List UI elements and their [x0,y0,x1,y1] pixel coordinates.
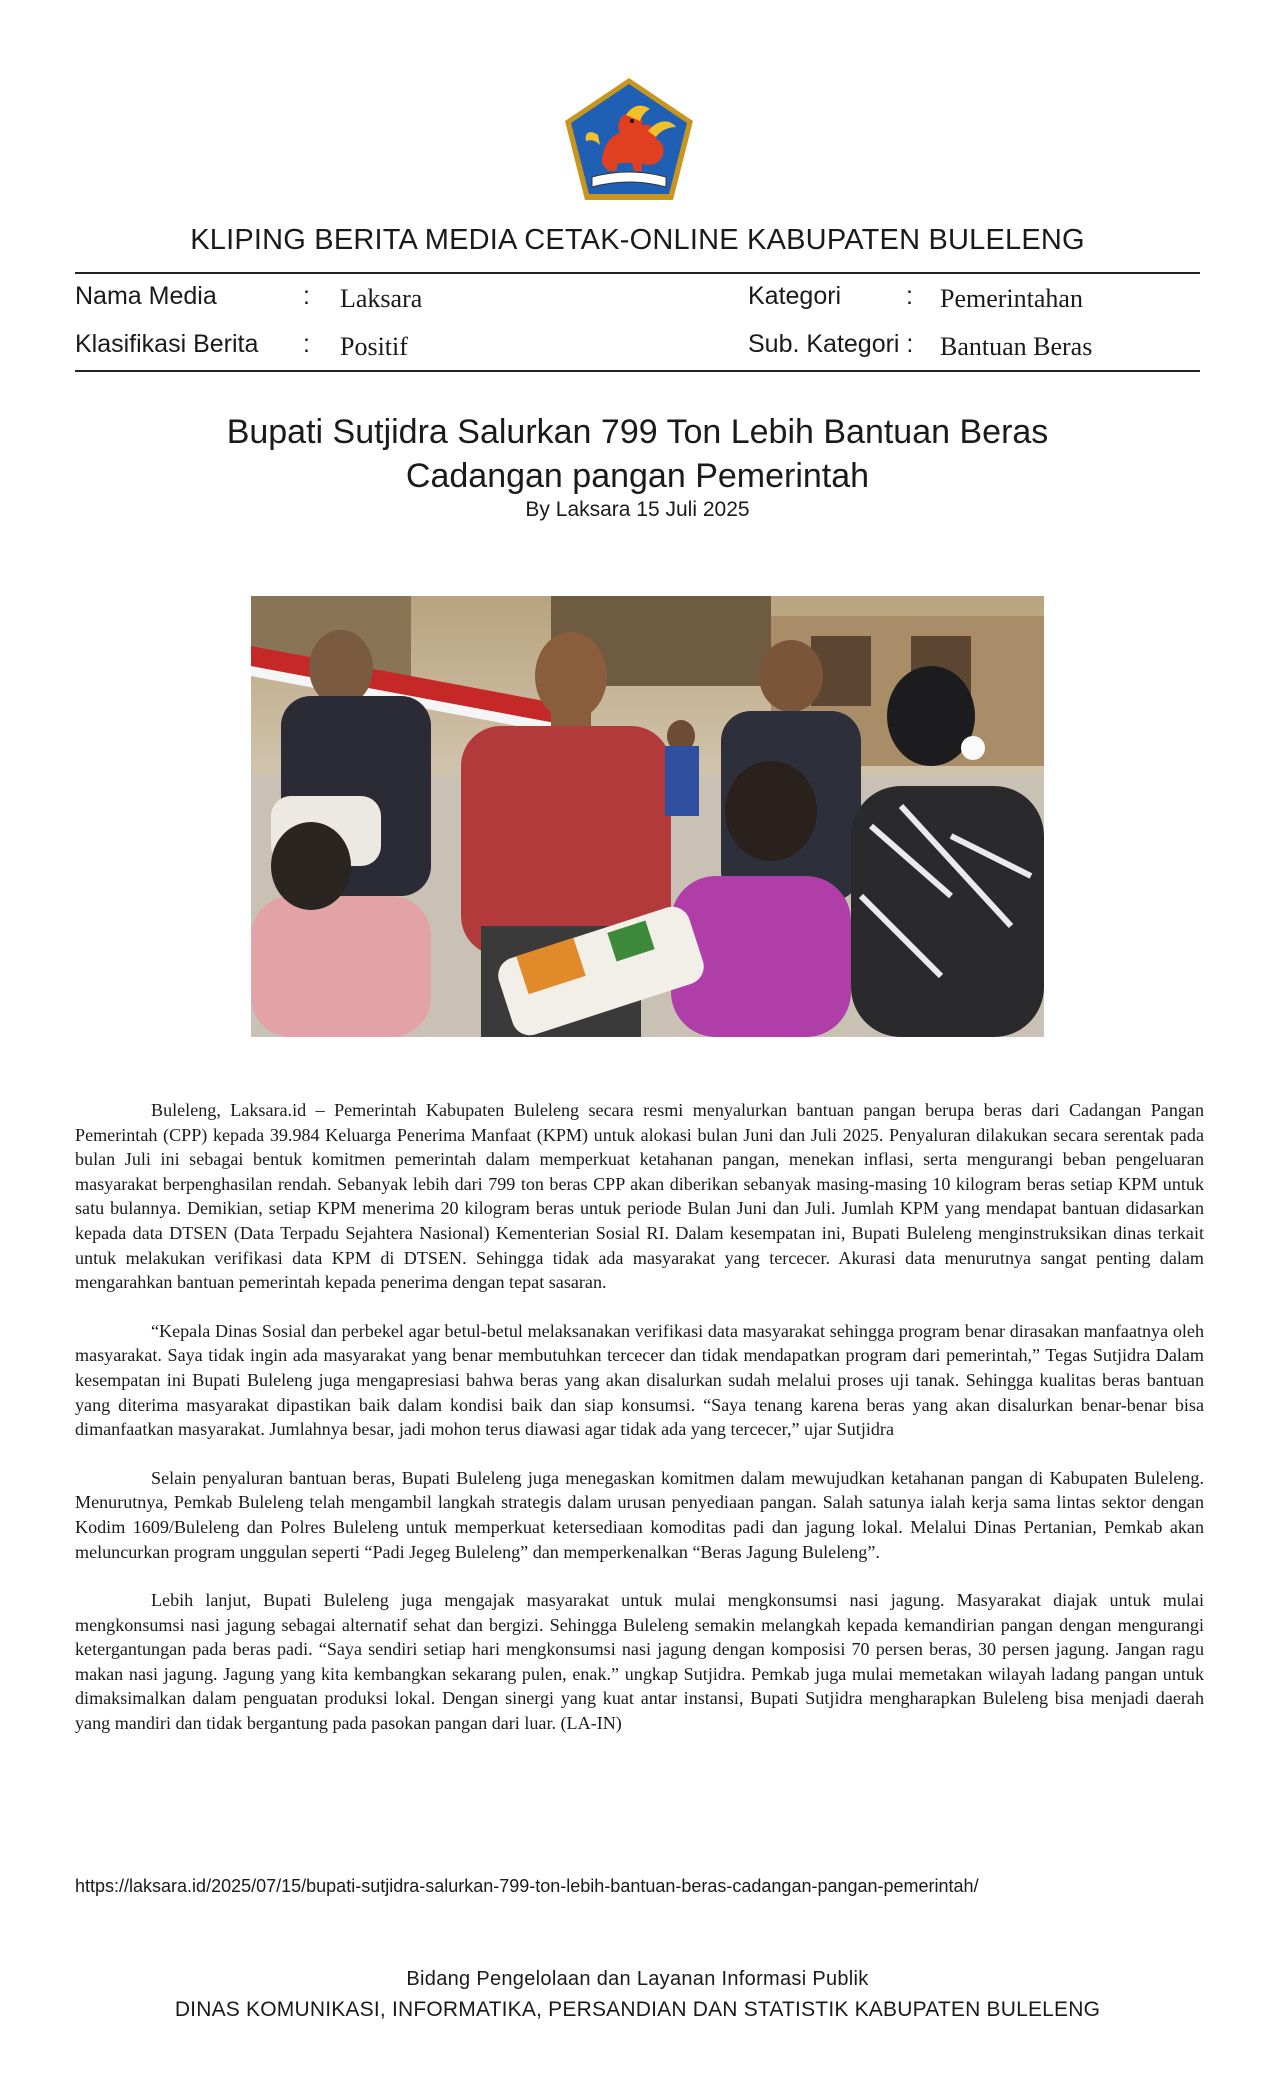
article-paragraph: “Kepala Dinas Sosial dan perbekel agar betul-betul melaksanakan verifikasi data masyarakat sehingga program benar dirasakan manfaatnya oleh masyarakat. Saya tidak ingin ada masyarakat yang benar membutuhkan tercecer dan tidak mendapatkan program dari pemerintah,” Tegas Sutjidra Dalam kesempatan ini Bupati Buleleng juga mengapresiasi bahwa beras yang akan disalurkan sudah melalui proses uji tanak. Sehingga kualitas beras bantuan yang diterima masyarakat dipastikan baik dalam kondisi baik dan siap konsumsi. “Saya tenang karena beras yang akan disalurkan benar-benar bisa dimanfaatkan masyarakat. Jumlahnya besar, jadi mohon terus diawasi agar tidak ada yang tercecer,” ujar Sutjidra [75,1320,1204,1440]
article-body [75,1098,1204,1760]
subcategory-value: Bantuan Beras [940,332,1093,361]
category-label: Kategori [748,282,842,310]
article-title [75,410,1200,498]
footer-division-name: Bidang Pengelolaan dan Layanan Informasi Publik [406,1968,869,1990]
clipping-header-title: KLIPING BERITA MEDIA CETAK-ONLINE KABUPATEN BULELENG [190,224,1085,256]
footer-agency-name: DINAS KOMUNIKASI, INFORMATIKA, PERSANDIAN DAN STATISTIK KABUPATEN BULELENG [174,1998,1101,2021]
media-name-colon: : [303,282,310,310]
article-paragraph: Selain penyaluran bantuan beras, Bupati Buleleng juga menegaskan komitmen dalam mewujudkan ketahanan pangan di Kabupaten Buleleng. Menurutnya, Pemkab Buleleng telah mengambil langkah strategis dalam urusan penyediaan pangan. Salah satunya ialah kerja sama lintas sektor dengan Kodim 1609/Buleleng dan Polres Buleleng untuk memperkuat ketersediaan komoditas padi dan jagung lokal. Melalui Dinas Pertanian, Pemkab akan meluncurkan program unggulan seperti “Padi Jegeg Buleleng” dan memperkenalkan “Beras Jagung Buleleng”. [75,1467,1204,1562]
article-byline: By Laksara 15 Juli 2025 [525,498,750,521]
classification-colon: : [303,330,310,358]
category-value: Pemerintahan [940,284,1083,313]
media-name-label: Nama Media [75,282,217,310]
article-photo [251,596,1044,1037]
article-paragraph: Buleleng, Laksara.id – Pemerintah Kabupaten Buleleng secara resmi menyalurkan bantuan pangan berupa beras dari Cadangan Pangan Pemerintah (CPP) kepada 39.984 Keluarga Penerima Manfaat (KPM) untuk alokasi bulan Juni dan Juli 2025. Penyaluran dilakukan secara serentak pada bulan Juli ini sebagai bentuk komitmen pemerintah dalam memperkuat ketahanan pangan, menekan inflasi, serta mengurangi beban pengeluaran masyarakat berpenghasilan rendah. Sebanyak lebih dari 799 ton beras CPP akan diberikan sebanyak masing-masing 10 kilogram beras setiap KPM untuk satu bulannya. Demikian, setiap KPM menerima 20 kilogram beras untuk periode Bulan Juni dan Juli. Jumlah KPM yang mendapat bantuan didasarkan kepada data DTSEN (Data Terpadu Sejahtera Nasional) Kementerian Sosial RI. Dalam kesempatan ini, Bupati Buleleng menginstruksikan dinas terkait untuk melakukan verifikasi data KPM di DTSEN. Sehingga tidak ada masyarakat yang tercecer. Akurasi data menurutnya sangat penting dalam mengarahkan bantuan pemerintah kepada penerima dengan tepat sasaran. [75,1100,1204,1293]
media-name-value: Laksara [340,284,423,313]
source-url-link[interactable]: https://laksara.id/2025/07/15/bupati-sutjidra-salurkan-799-ton-lebih-bantuan-beras-cadangan-pangan-pemerintah/ [75,1876,979,1896]
article-title-line-1: Bupati Sutjidra Salurkan 799 Ton Lebih Bantuan Beras [226,413,1049,451]
classification-value: Positif [340,332,408,361]
header-divider-bottom [75,370,1200,372]
classification-label: Klasifikasi Berita [75,330,259,358]
subcategory-label: Sub. Kategori : [748,330,914,358]
article-title-line-2: Cadangan pangan Pemerintah [405,457,870,495]
buleleng-coat-of-arms-logo [562,75,696,203]
header-divider-top [75,272,1200,274]
article-paragraph: Lebih lanjut, Bupati Buleleng juga mengajak masyarakat untuk mulai mengkonsumsi nasi jagung. Masyarakat diajak untuk mulai mengkonsumsi nasi jagung sebagai alternatif sehat dan bergizi. Sehingga Buleleng semakin melangkah kepada kemandirian pangan dengan mengurangi ketergantungan pada beras padi. “Saya sendiri setiap hari mengkonsumsi nasi jagung dengan komposisi 70 persen beras, 30 persen jagung. Jangan ragu makan nasi jagung. Jagung yang kita kembangkan sekarang pulen, enak.” ungkap Sutjidra. Pemkab juga mulai memetakan wilayah ladang pangan untuk dimaksimalkan dalam penguatan produksi lokal. Dengan sinergi yang kuat antar instansi, Bupati Sutjidra mengharapkan Buleleng bisa menjadi daerah yang mandiri dan tidak bergantung pada pasokan pangan dari luar. (LA-IN) [75,1590,1204,1734]
category-colon: : [906,282,913,310]
